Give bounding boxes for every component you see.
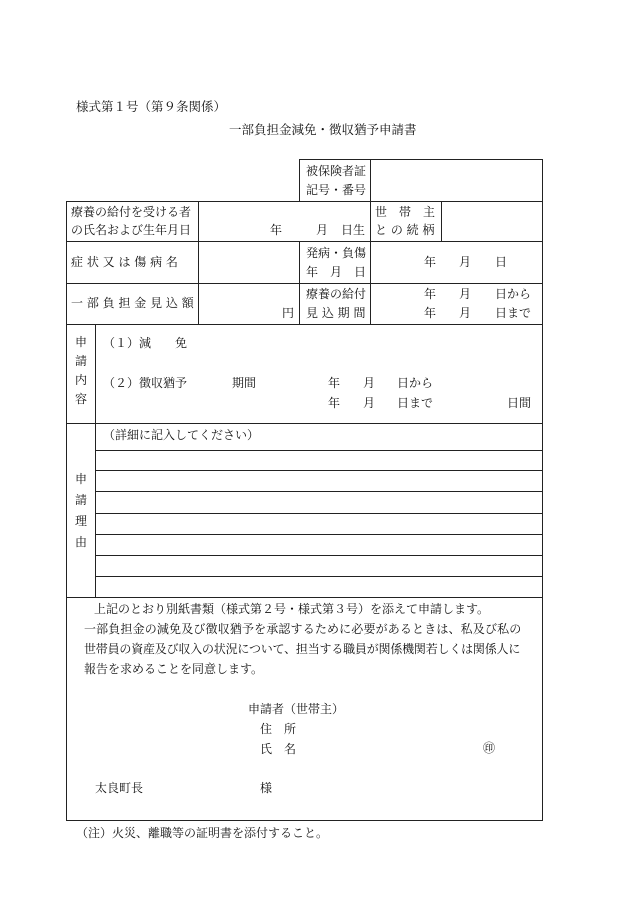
reason-field[interactable]	[97, 452, 541, 595]
applicant-address-label: 住 所	[260, 722, 297, 736]
onset-label-line1: 発病・負傷	[306, 246, 367, 260]
form-number: 様式第１号（第９条関係）	[76, 99, 227, 114]
deferral-to-month: 月	[363, 396, 376, 410]
insured-label-line1: 被保険者証	[306, 164, 367, 178]
recipient-name-field[interactable]	[200, 203, 368, 221]
onset-label-line2: 年 月 日	[306, 265, 367, 279]
applicant-address-field[interactable]	[300, 719, 530, 737]
household-head-label-line2: と の 続 柄	[375, 223, 435, 237]
deferral-from-year: 年	[328, 376, 341, 390]
birth-day-label: 日生	[341, 223, 366, 237]
addressee-name: 太良町長	[95, 781, 144, 795]
birth-month-label: 月	[316, 223, 329, 237]
household-head-label-line1: 世 帯 主	[375, 205, 436, 219]
applicant-heading: 申請者（世帯主）	[248, 702, 345, 716]
application-reason-label: 申 請 理 由	[74, 472, 87, 549]
birth-year-label: 年	[270, 223, 283, 237]
insured-label-line2: 記号・番号	[306, 183, 367, 197]
illness-label: 症 状 又 は 傷 病 名	[71, 255, 178, 269]
insured-number-field[interactable]	[372, 161, 540, 199]
onset-year-label: 年	[424, 255, 437, 269]
declaration-line4: 報告を求めることを同意します。	[84, 662, 264, 676]
deferral-from-day: 日から	[397, 376, 434, 390]
period-from-day: 日から	[495, 287, 532, 301]
footnote: （注）火災、離職等の証明書を添付すること。	[76, 826, 329, 840]
onset-day-label: 日	[495, 255, 508, 269]
period-to-year: 年	[424, 306, 437, 320]
treatment-period-label-line2: 見 込 期 間	[306, 306, 366, 320]
seal-mark: ㊞	[483, 741, 496, 755]
onset-month-label: 月	[459, 255, 472, 269]
estimated-amount-label: 一 部 負 担 金 見 込 額	[71, 296, 194, 310]
application-content-label: 申 請 内 容	[74, 335, 87, 406]
deferral-period-label: 期間	[232, 376, 257, 390]
option-reduction[interactable]: （１）減 免	[103, 336, 188, 350]
deferral-to-year: 年	[328, 396, 341, 410]
recipient-label-line1: 療養の給付を受ける者	[71, 205, 192, 219]
period-from-year: 年	[424, 287, 437, 301]
period-to-day: 日まで	[495, 306, 532, 320]
reason-instruction: （詳細に記入してください）	[103, 428, 260, 442]
declaration-line2: 一部負担金の減免及び徴収猶予を承認するために必要があるときは、私及び私の	[84, 622, 522, 636]
amount-unit-label: 円	[282, 306, 295, 320]
deferral-from-month: 月	[363, 376, 376, 390]
period-from-month: 月	[459, 287, 472, 301]
option-deferral[interactable]: （２）徴収猶予	[103, 376, 188, 390]
page-title: 一部負担金減免・徴収猶予申請書	[229, 122, 417, 137]
applicant-name-label: 氏 名	[260, 742, 297, 756]
declaration-line3: 世帯員の資産及び収入の状況について、担当する職員が関係機関若しくは関係人に	[84, 642, 521, 656]
deferral-days-suffix: 日間	[507, 396, 532, 410]
treatment-period-label-line1: 療養の給付	[306, 287, 367, 301]
illness-field[interactable]	[200, 243, 297, 281]
recipient-label-line2: の氏名および生年月日	[71, 223, 192, 237]
period-to-month: 月	[459, 306, 472, 320]
addressee-honorific: 様	[260, 781, 273, 795]
deferral-to-day: 日まで	[397, 396, 434, 410]
applicant-name-field[interactable]	[300, 739, 480, 757]
household-relation-field[interactable]	[443, 203, 540, 239]
declaration-line1: 上記のとおり別紙書類（様式第２号・様式第３号）を添えて申請します。	[94, 602, 490, 616]
